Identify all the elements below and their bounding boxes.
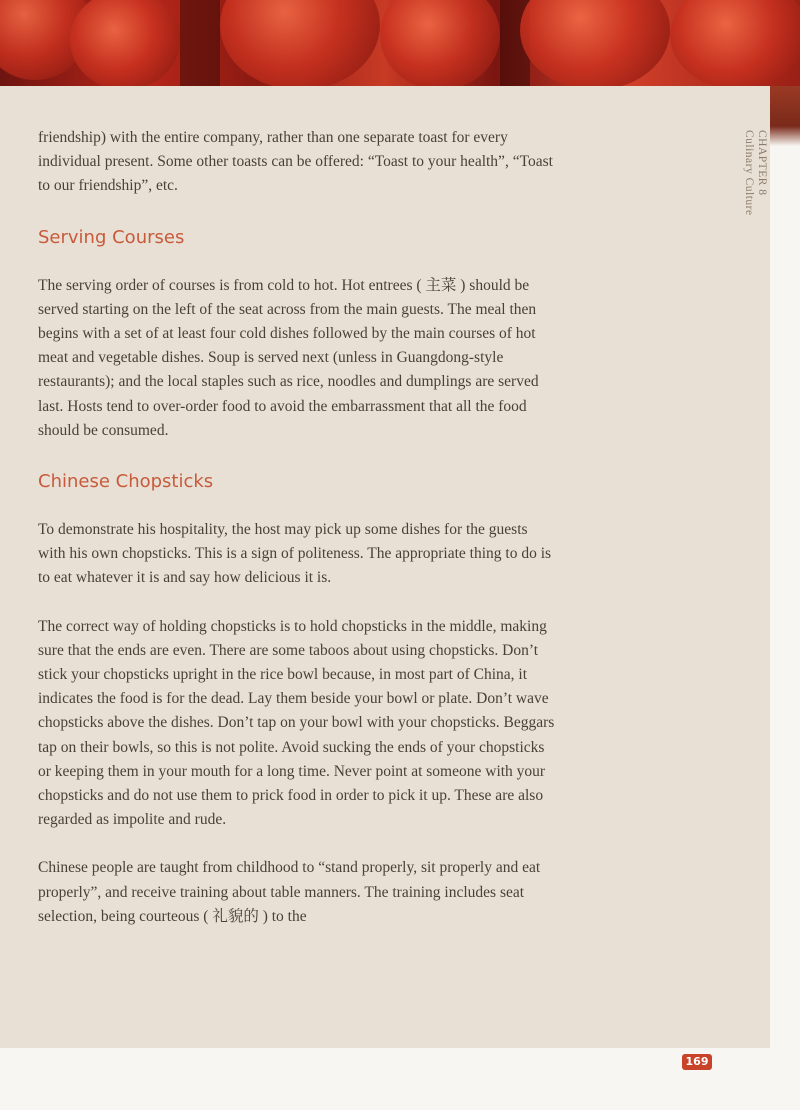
chopsticks-paragraph-3: Chinese people are taught from childhood to “stand properly, sit properly and eat properly”, and receive training about table manners. The training includes seat selection, being courteous ( 礼貌的 ) to the [38,859,541,925]
lantern-decoration [670,0,800,86]
section-heading-chinese-chopsticks: Chinese Chopsticks [38,471,214,493]
intro-paragraph: friendship) with the entire company, rather than one separate toast for every individual present. Some other toasts can be offered: “Toast to your health”, “Toast to our friendship”, etc. [38,129,553,195]
chapter-title: Culinary Culture [743,130,755,216]
shadow-decoration [180,0,220,86]
header-banner-image [0,0,800,86]
chapter-label: CHAPTER 8 [756,130,768,196]
chapter-tab [738,130,768,240]
bottom-margin [0,1048,770,1110]
page-content [38,126,558,929]
lantern-decoration [380,0,500,86]
serving-courses-paragraph: The serving order of courses is from cold to hot. Hot entrees ( 主菜 ) should be served starting on the left of the seat across from the main guests. The meal then begins with a set of at least four cold dishes followed by the main courses of hot meat and vegetable dishes. Soup is served next (unless in Guangdong-style restaurants); and the local staples such as rice, noodles and dumplings are served last. Hosts tend to over-order food to avoid the embarrassment that all the food should be consumed. [38,276,539,439]
lantern-decoration [220,0,380,86]
chopsticks-paragraph-2: The correct way of holding chopsticks is to hold chopsticks in the middle, making sure that the ends are even. There are some taboos about using chopsticks. Don’t stick your chopsticks upright in the rice bowl because, in most part of China, it indicates the food is for the dead. Lay them beside your bowl or plate. Don’t wave chopsticks above the dishes. Don’t tap on your bowl with your chopsticks. Beggars tap on their bowls, so this is not polite. Avoid sucking the ends of your chopsticks or keeping them in your mouth for a long time. Never point at someone with your chopsticks and do not use them to prick food in order to pick it up. These are also regarded as impolite and rude. [38,617,555,829]
lantern-decoration [70,0,180,86]
page-edge-strip [770,86,800,1110]
lantern-decoration [520,0,670,86]
chopsticks-paragraph-1: To demonstrate his hospitality, the host may pick up some dishes for the guests with his own chopsticks. This is a sign of politeness. The appropriate thing to do is to eat whatever it is and say how delicious it is. [38,521,552,587]
section-heading-serving-courses: Serving Courses [38,226,185,248]
page-number-badge: 169 [682,1054,712,1070]
